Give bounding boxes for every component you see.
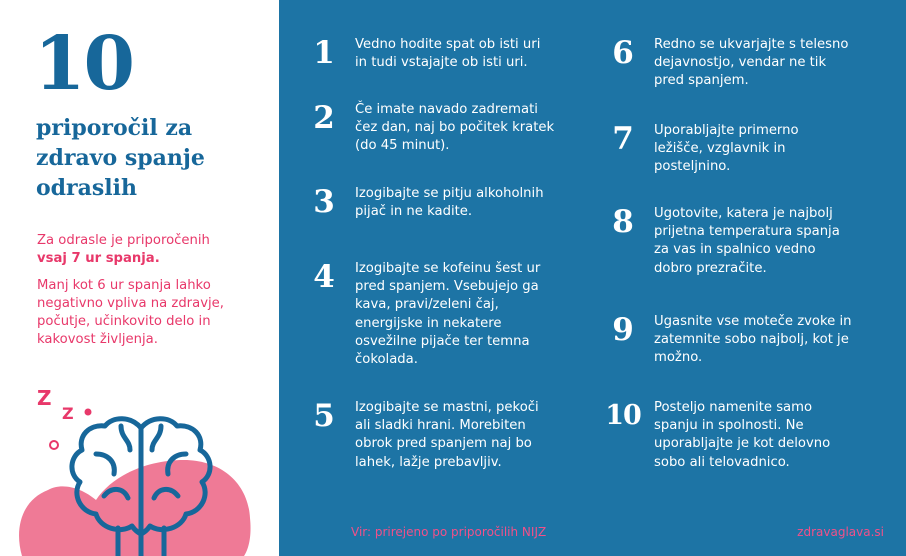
tip-text xyxy=(654,122,864,177)
tip-line: Izogibajte se mastni, pekoči xyxy=(355,400,539,415)
tip-line: in tudi vstajajte ob isti uri. xyxy=(355,55,528,71)
intro-1-line-2: vsaj 7 ur spanja. xyxy=(37,251,160,266)
tip-line: (do 45 minut). xyxy=(355,138,450,154)
dot-ring xyxy=(50,441,58,449)
tip-line: dobro prezračite. xyxy=(654,260,767,276)
title-line-3: odraslih xyxy=(36,175,137,201)
tip-number: 2 xyxy=(313,100,335,136)
tip-line: pred spanjem. xyxy=(654,73,749,89)
intro-2-line-4: kakovost življenja. xyxy=(37,332,158,347)
tip-line: kava, pravi/zeleni čaj, xyxy=(355,297,499,313)
tip-line: Izogibajte se pitju alkoholnih xyxy=(355,186,544,201)
tip-line: pred spanjem. Vsebujejo ga xyxy=(355,279,539,295)
tip-text xyxy=(355,101,565,156)
tip-line: posteljnino. xyxy=(654,159,731,175)
intro-2-line-3: počutje, učinkovito delo in xyxy=(37,314,211,329)
left-panel xyxy=(0,0,279,556)
intro-paragraph-1 xyxy=(37,232,267,268)
title-line-1: priporočil za xyxy=(36,115,193,141)
intro-2-line-1: Manj kot 6 ur spanja lahko xyxy=(37,278,211,293)
pink-blob xyxy=(19,460,251,556)
tip-line: sobo ali telovadnico. xyxy=(654,454,790,470)
tips-panel xyxy=(279,0,906,556)
tip-line: Če imate navado zadremati xyxy=(355,102,538,117)
dot-small xyxy=(85,409,92,416)
tip-line: zatemnite sobo najbolj, kot je xyxy=(654,332,849,348)
tip-text xyxy=(355,399,565,472)
tip-line: pijač in ne kadite. xyxy=(355,204,473,220)
tip-text xyxy=(355,260,565,369)
tip-line: ali sladki hrani. Morebiten xyxy=(355,418,526,434)
tip-line: čokolada. xyxy=(355,352,418,368)
tip-text xyxy=(654,205,864,278)
tip-number: 9 xyxy=(612,312,634,348)
tip-text xyxy=(355,185,565,221)
tip-text xyxy=(355,36,565,72)
tip-line: energijske in nekatere xyxy=(355,315,502,331)
tip-number: 4 xyxy=(313,259,335,295)
intro-2-line-2: negativno vpliva na zdravje, xyxy=(37,296,224,311)
tip-line: Redno se ukvarjajte s telesno xyxy=(654,37,849,52)
tip-number: 1 xyxy=(313,35,335,71)
z-letter-1: Z xyxy=(37,386,52,410)
tip-number: 3 xyxy=(313,184,335,220)
tip-text xyxy=(654,399,864,472)
tip-number: 8 xyxy=(612,204,634,240)
tip-line: Ugasnite vse moteče zvoke in xyxy=(654,314,852,329)
brain-illustration xyxy=(0,378,279,556)
tip-line: možno. xyxy=(654,350,703,366)
tip-line: čez dan, naj bo počitek kratek xyxy=(355,120,555,136)
intro-1-line-1: Za odrasle je priporočenih xyxy=(37,233,210,248)
tip-line: prijetna temperatura spanja xyxy=(654,224,840,240)
tip-line: lahek, lažje prebavljiv. xyxy=(355,454,502,470)
tip-line: obrok pred spanjem naj bo xyxy=(355,436,532,452)
source-note: Vir: prirejeno po priporočilih NIJZ xyxy=(351,525,547,539)
tip-line: Vedno hodite spat ob isti uri xyxy=(355,37,541,52)
tip-text xyxy=(654,36,864,91)
tip-line: Uporabljajte primerno xyxy=(654,123,799,138)
tip-line: Izogibajte se kofeinu šest ur xyxy=(355,261,541,276)
tip-line: spanju in spolnosti. Ne xyxy=(654,418,804,434)
intro-paragraph-2 xyxy=(37,277,267,349)
z-letter-2: Z xyxy=(62,404,74,423)
tip-line: osvežilne pijače ter temna xyxy=(355,333,530,349)
tip-number: 7 xyxy=(612,121,634,157)
tip-number: 5 xyxy=(313,398,335,434)
website-link[interactable]: zdravaglava.si xyxy=(797,525,884,539)
tip-number: 6 xyxy=(612,35,634,71)
tip-line: dejavnostjo, vendar ne tik xyxy=(654,55,827,71)
tip-text xyxy=(654,313,864,368)
headline-number: 10 xyxy=(34,21,133,107)
tip-line: Ugotovite, katera je najbolj xyxy=(654,206,833,221)
title-line-2: zdravo spanje xyxy=(36,145,205,171)
page-title xyxy=(36,113,276,203)
tip-line: Posteljo namenite samo xyxy=(654,400,813,415)
tip-line: za vas in spalnico vedno xyxy=(654,242,816,258)
tip-line: ležišče, vzglavnik in xyxy=(654,141,786,157)
tip-number: 10 xyxy=(605,400,641,431)
tip-line: uporabljajte je kot delovno xyxy=(654,436,831,452)
